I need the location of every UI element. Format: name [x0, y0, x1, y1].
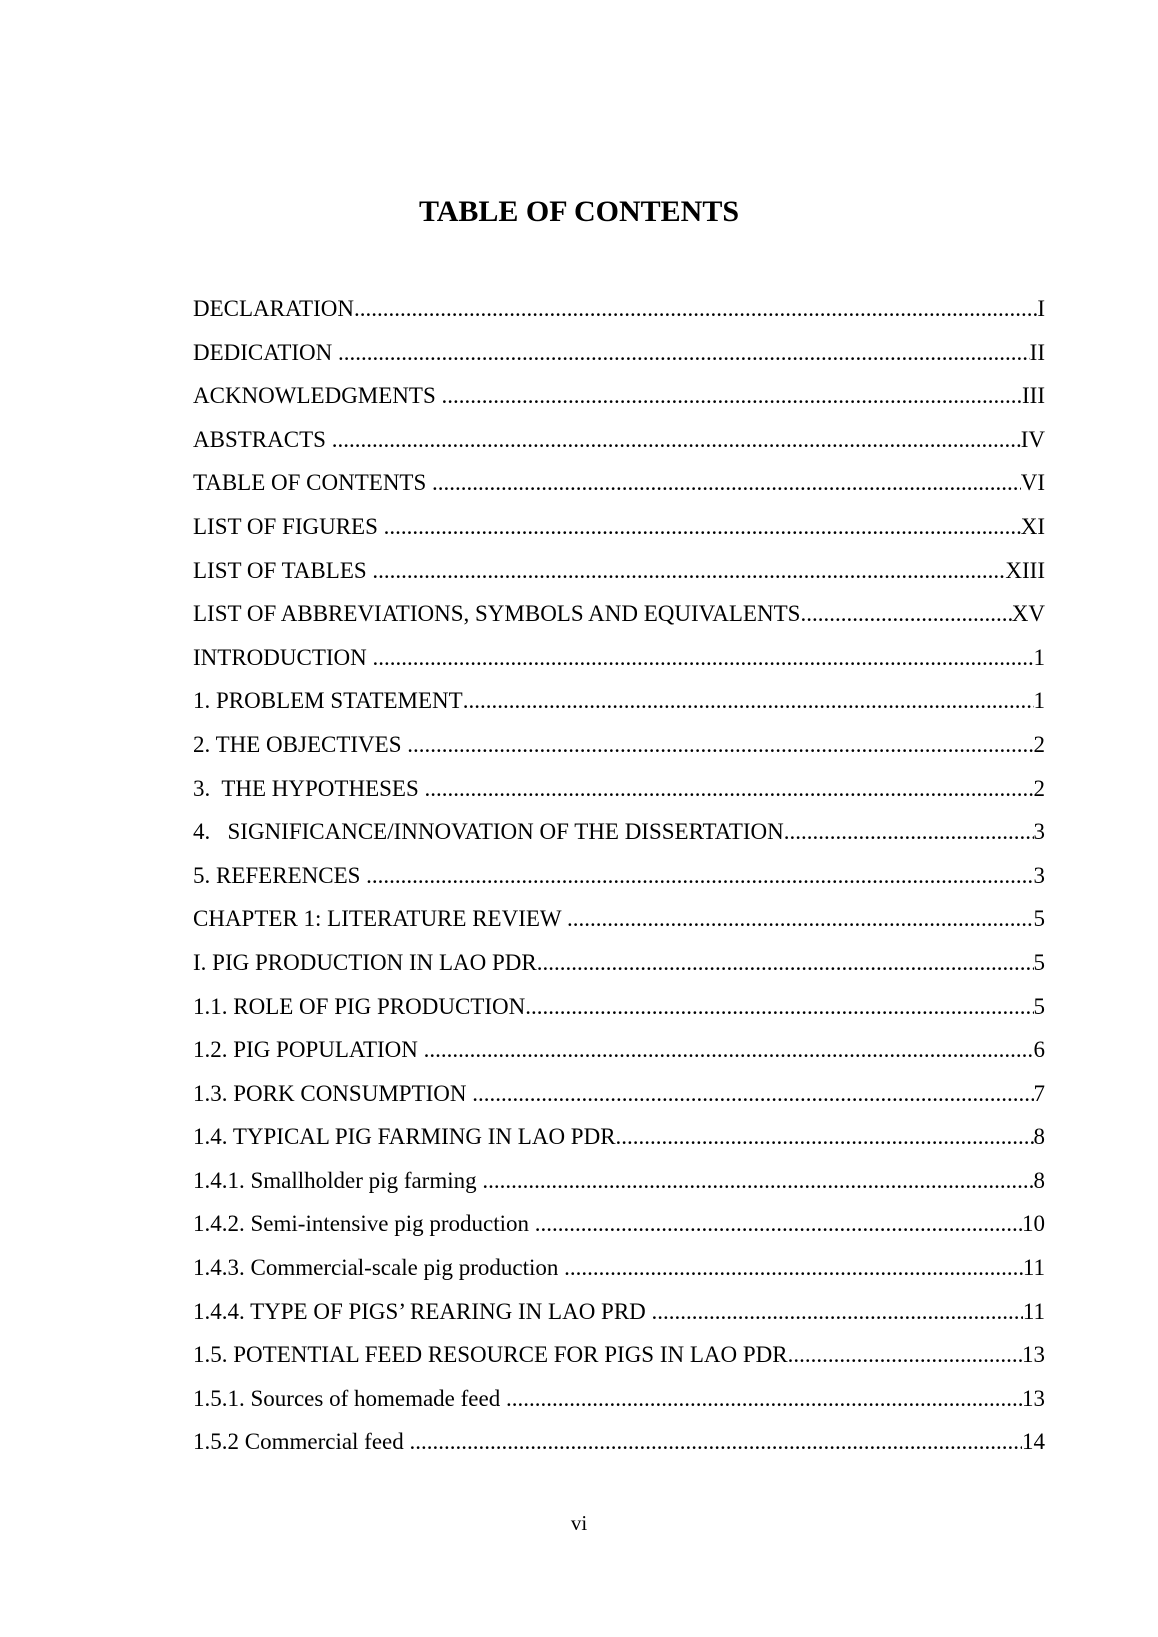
toc-entry-label: ACKNOWLEDGMENTS [193, 383, 442, 409]
toc-entry-page-number: 2 [1033, 731, 1045, 757]
toc-entry [193, 1420, 1045, 1464]
toc-entry [193, 505, 1045, 549]
toc-entry-page-number: 11 [1022, 1255, 1045, 1281]
toc-entry-label: DEDICATION [193, 339, 339, 365]
toc-dot-leader [338, 331, 1030, 375]
toc-entry [193, 679, 1045, 723]
toc-entry-label: 1. PROBLEM STATEMENT [193, 688, 463, 714]
toc-entry-label: TABLE OF CONTENTS [193, 470, 433, 496]
toc-dot-leader [442, 374, 1023, 418]
toc-entry-page-number: 11 [1022, 1298, 1045, 1324]
toc-entry-page-number: 10 [1022, 1211, 1045, 1237]
toc-dot-leader [652, 1290, 1023, 1334]
toc-entry-label: 1.5.2 Commercial feed [193, 1429, 410, 1455]
toc-entry [193, 810, 1045, 854]
toc-entry-label: 2. THE OBJECTIVES [193, 731, 408, 757]
toc-entry-page-number: XI [1020, 513, 1045, 539]
toc-dot-leader [425, 767, 1034, 811]
toc-entry-label: ABSTRACTS [193, 426, 332, 452]
toc-entry-label: 1.4.3. Commercial-scale pig production [193, 1255, 565, 1281]
toc-entry [193, 592, 1045, 636]
toc-entry [193, 1202, 1045, 1246]
toc-entry-label: 1.3. PORK CONSUMPTION [193, 1080, 473, 1106]
toc-entry-page-number: 3 [1033, 862, 1045, 888]
toc-dot-leader [506, 1377, 1022, 1421]
toc-entry-label: CHAPTER 1: LITERATURE REVIEW [193, 906, 567, 932]
toc-entry [193, 854, 1045, 898]
toc-entry-label: 1.5.1. Sources of homemade feed [193, 1385, 506, 1411]
toc-entry [193, 636, 1045, 680]
toc-entry-label: 4. SIGNIFICANCE/INNOVATION OF THE DISSERTATION [193, 819, 784, 845]
table-of-contents-list [193, 287, 1045, 1464]
toc-entry [193, 1115, 1045, 1159]
toc-entry-label: 1.4. TYPICAL PIG FARMING IN LAO PDR [193, 1124, 616, 1150]
toc-entry [193, 723, 1045, 767]
toc-dot-leader [332, 418, 1021, 462]
toc-entry [193, 1246, 1045, 1290]
toc-dot-leader [472, 1072, 1033, 1116]
toc-entry-page-number: 13 [1022, 1385, 1045, 1411]
toc-dot-leader [384, 505, 1021, 549]
toc-entry-page-number: IV [1020, 426, 1045, 452]
toc-entry-page-number: 8 [1033, 1167, 1045, 1193]
toc-entry-label: 5. REFERENCES [193, 862, 367, 888]
toc-dot-leader [567, 897, 1034, 941]
toc-dot-leader [407, 723, 1033, 767]
toc-dot-leader [432, 461, 1021, 505]
toc-entry [193, 1028, 1045, 1072]
toc-entry-page-number: 14 [1022, 1429, 1045, 1455]
toc-dot-leader [564, 1246, 1023, 1290]
toc-entry [193, 374, 1045, 418]
toc-entry-label: 1.4.2. Semi-intensive pig production [193, 1211, 535, 1237]
toc-entry-page-number: I [1037, 296, 1045, 321]
toc-entry-page-number: 5 [1033, 949, 1045, 975]
page-title: TABLE OF CONTENTS [418, 195, 740, 228]
toc-entry [193, 1159, 1045, 1203]
toc-dot-leader [616, 1115, 1034, 1159]
toc-dot-leader [482, 1159, 1033, 1203]
toc-dot-leader [372, 549, 1005, 593]
toc-dot-leader [463, 679, 1034, 723]
toc-dot-leader [424, 1028, 1034, 1072]
toc-dot-leader [537, 941, 1034, 985]
toc-entry-page-number: 5 [1033, 906, 1045, 932]
toc-entry-page-number: VI [1020, 470, 1045, 496]
toc-entry [193, 287, 1045, 331]
toc-entry-label: 1.1. ROLE OF PIG PRODUCTION [193, 993, 526, 1019]
toc-entry-page-number: 8 [1033, 1124, 1045, 1150]
footer-page-number: vi [570, 1511, 588, 1535]
toc-entry-page-number: 1 [1033, 644, 1045, 670]
toc-entry [193, 461, 1045, 505]
toc-entry-label: LIST OF FIGURES [193, 513, 384, 539]
toc-entry-page-number: XV [1011, 601, 1045, 627]
toc-entry-label: I. PIG PRODUCTION IN LAO PDR [193, 949, 537, 975]
toc-entry [193, 1333, 1045, 1377]
toc-entry [193, 985, 1045, 1029]
toc-entry-label: 3. THE HYPOTHESES [193, 775, 425, 801]
toc-entry-page-number: 7 [1033, 1080, 1045, 1106]
toc-entry-label: LIST OF TABLES [193, 557, 373, 583]
toc-entry-page-number: XIII [1005, 557, 1045, 583]
toc-entry [193, 1290, 1045, 1334]
toc-dot-leader [800, 592, 1011, 636]
toc-dot-leader [410, 1420, 1022, 1464]
toc-entry [193, 941, 1045, 985]
toc-entry-page-number: 6 [1033, 1037, 1045, 1063]
toc-entry [193, 331, 1045, 375]
toc-entry [193, 1377, 1045, 1421]
toc-entry-label: 1.4.4. TYPE OF PIGS’ REARING IN LAO PRD [193, 1298, 652, 1324]
toc-entry [193, 897, 1045, 941]
toc-entry-page-number: 1 [1033, 688, 1045, 714]
toc-dot-leader [784, 810, 1034, 854]
toc-entry [193, 767, 1045, 811]
toc-entry-label: INTRODUCTION [193, 644, 373, 670]
toc-dot-leader [354, 287, 1037, 331]
toc-entry-label: 1.5. POTENTIAL FEED RESOURCE FOR PIGS IN LAO PDR [193, 1342, 788, 1368]
toc-entry-label: 1.4.1. Smallholder pig farming [193, 1167, 483, 1193]
toc-entry-page-number: 13 [1022, 1342, 1045, 1368]
toc-entry-page-number: III [1022, 383, 1045, 409]
toc-entry [193, 418, 1045, 462]
toc-entry-label: 1.2. PIG POPULATION [193, 1037, 424, 1063]
toc-entry-label: DECLARATION [193, 296, 354, 321]
toc-entry-page-number: 5 [1033, 993, 1045, 1019]
toc-entry-page-number: II [1029, 339, 1045, 365]
toc-entry [193, 549, 1045, 593]
toc-entry [193, 1072, 1045, 1116]
toc-entry-page-number: 2 [1033, 775, 1045, 801]
toc-entry-page-number: 3 [1033, 819, 1045, 845]
toc-dot-leader [525, 985, 1033, 1029]
toc-dot-leader [373, 636, 1034, 680]
toc-dot-leader [535, 1202, 1022, 1246]
toc-dot-leader [788, 1333, 1022, 1377]
toc-dot-leader [366, 854, 1033, 898]
toc-entry-label: LIST OF ABBREVIATIONS, SYMBOLS AND EQUIVALENTS [193, 601, 801, 627]
